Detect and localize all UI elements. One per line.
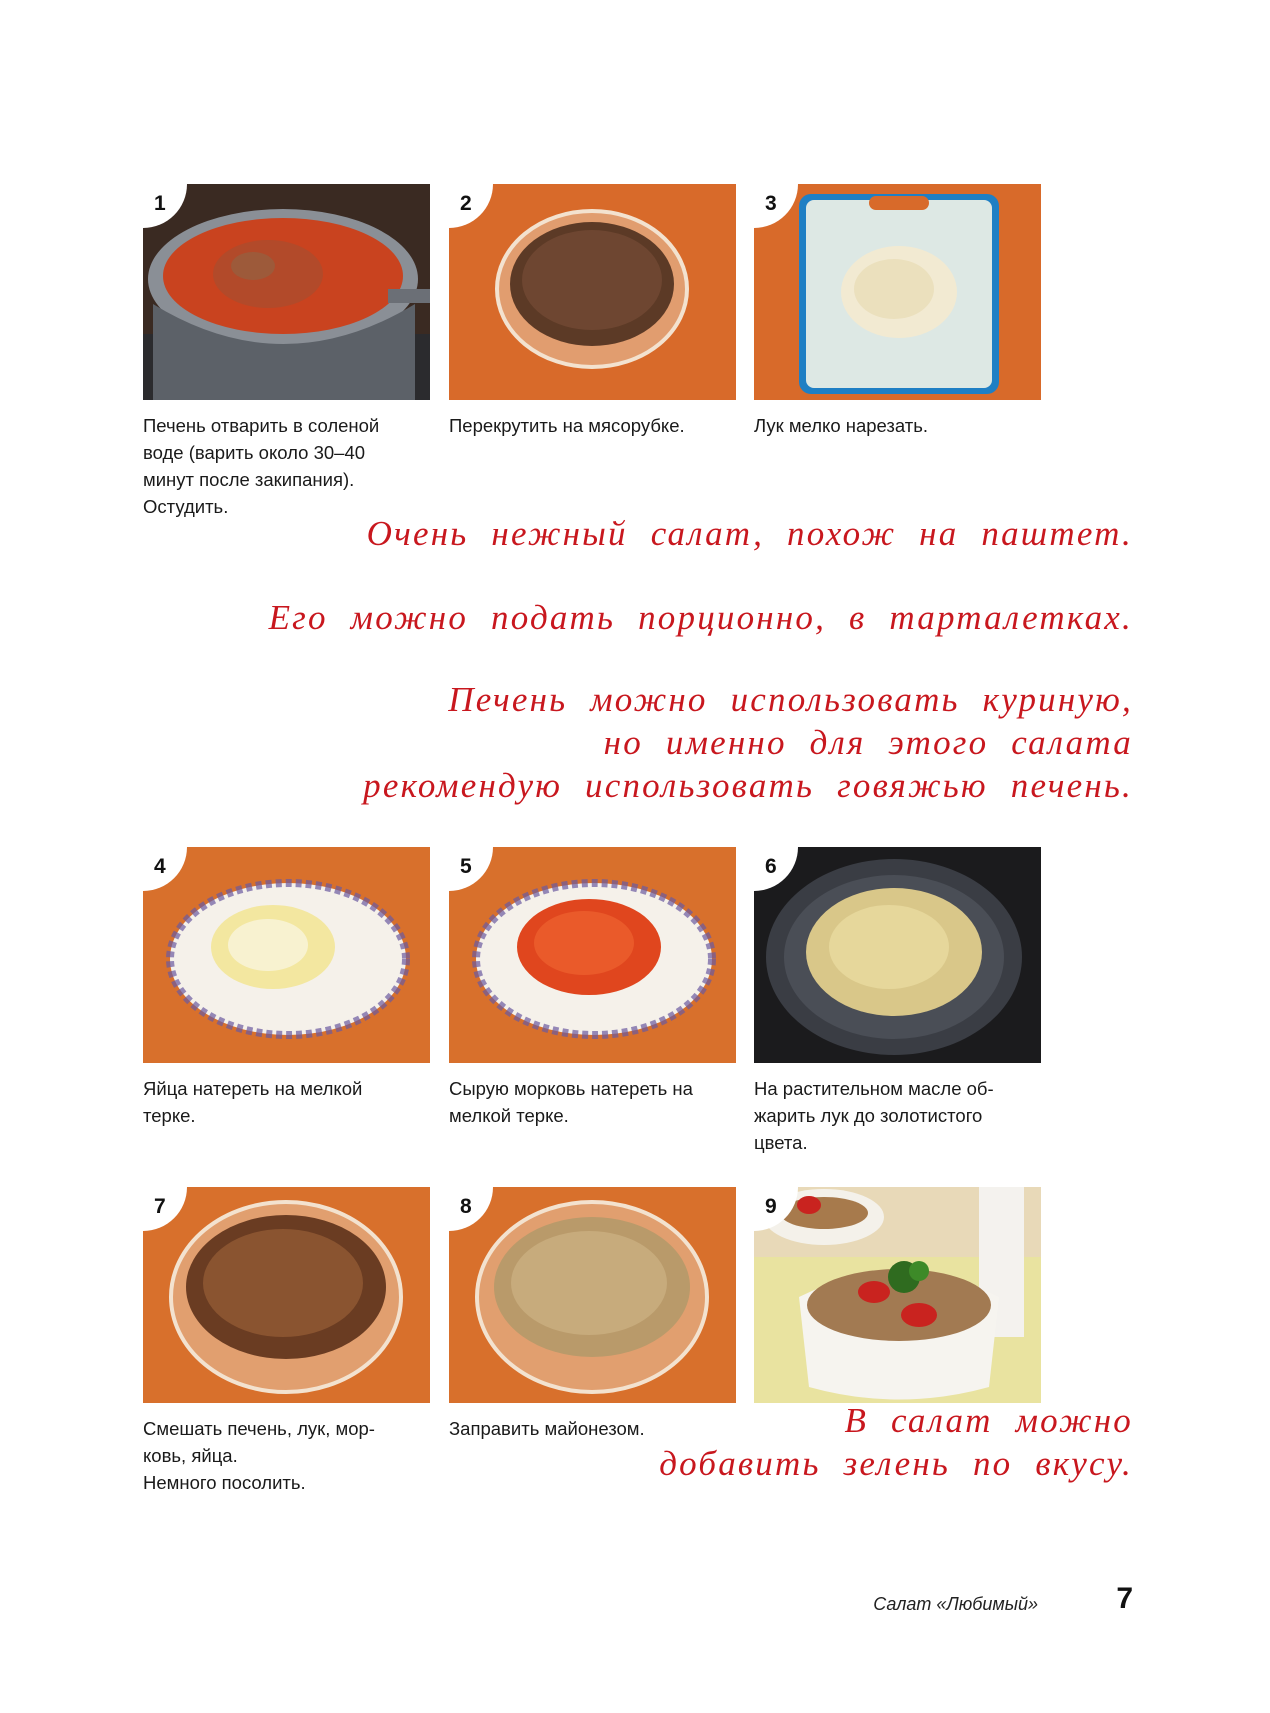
grated-carrot-image [449, 847, 736, 1063]
step-number-badge: 9 [754, 1187, 798, 1231]
boiling-pot-image [143, 184, 430, 400]
step-caption: Сырую морковь натереть на мелкой терке. [449, 1078, 693, 1126]
running-footer-title: Салат «Любимый» [873, 1594, 1038, 1614]
mixed-salad-image [143, 1187, 430, 1403]
step-caption: Печень отварить в соленой воде (варить около 30–40 минут после закипания). Остудить. [143, 415, 380, 517]
step-number-badge: 7 [143, 1187, 187, 1231]
step-1-photo [143, 184, 430, 400]
dressed-salad-image [449, 1187, 736, 1403]
chopped-onion-image [754, 184, 1041, 400]
step-2-photo [449, 184, 736, 400]
step-4-photo [143, 847, 430, 1063]
step-caption: Яйца натереть на мелкой терке. [143, 1078, 363, 1126]
step-5-photo [449, 847, 736, 1063]
step-5 [449, 847, 736, 1129]
step-caption: Перекрутить на мясорубке. [449, 415, 685, 436]
quote-add-greens: В салат можно добавить зелень по вкусу. [659, 1401, 1133, 1483]
step-caption: На растительном масле об- жарить лук до золотистого цвета. [754, 1078, 994, 1153]
served-salad-image [754, 1187, 1041, 1403]
step-6-photo [754, 847, 1041, 1063]
step-1 [143, 184, 430, 520]
step-7-photo [143, 1187, 430, 1403]
step-number-badge: 5 [449, 847, 493, 891]
step-3 [754, 184, 1041, 439]
quote-serve-tartlets: Его можно подать порционно, в тарталетках. [268, 598, 1133, 637]
step-caption: Лук мелко нарезать. [754, 415, 929, 436]
quote-liver-recommendation: Печень можно использовать куриную, но именно для этого салата рекомендую использовать говяжью печень. [363, 680, 1133, 805]
step-6 [754, 847, 1041, 1156]
step-2 [449, 184, 736, 439]
step-number-badge: 4 [143, 847, 187, 891]
quote-tender-salad: Очень нежный салат, похож на паштет. [366, 514, 1133, 553]
step-caption: Заправить майонезом. [449, 1418, 645, 1439]
minced-liver-image [449, 184, 736, 400]
step-9-photo [754, 1187, 1041, 1403]
step-caption: Смешать печень, лук, мор- ковь, яйца. Немного посолить. [143, 1418, 375, 1493]
step-4 [143, 847, 430, 1129]
frying-onion-image [754, 847, 1041, 1063]
step-number-badge: 1 [143, 184, 187, 228]
page-number: 7 [1116, 1582, 1133, 1615]
step-9 [754, 1187, 1041, 1403]
grated-eggs-image [143, 847, 430, 1063]
step-number-badge: 2 [449, 184, 493, 228]
step-number-badge: 3 [754, 184, 798, 228]
step-number-badge: 8 [449, 1187, 493, 1231]
step-number-badge: 6 [754, 847, 798, 891]
step-7 [143, 1187, 430, 1496]
step-8-photo [449, 1187, 736, 1403]
step-3-photo [754, 184, 1041, 400]
